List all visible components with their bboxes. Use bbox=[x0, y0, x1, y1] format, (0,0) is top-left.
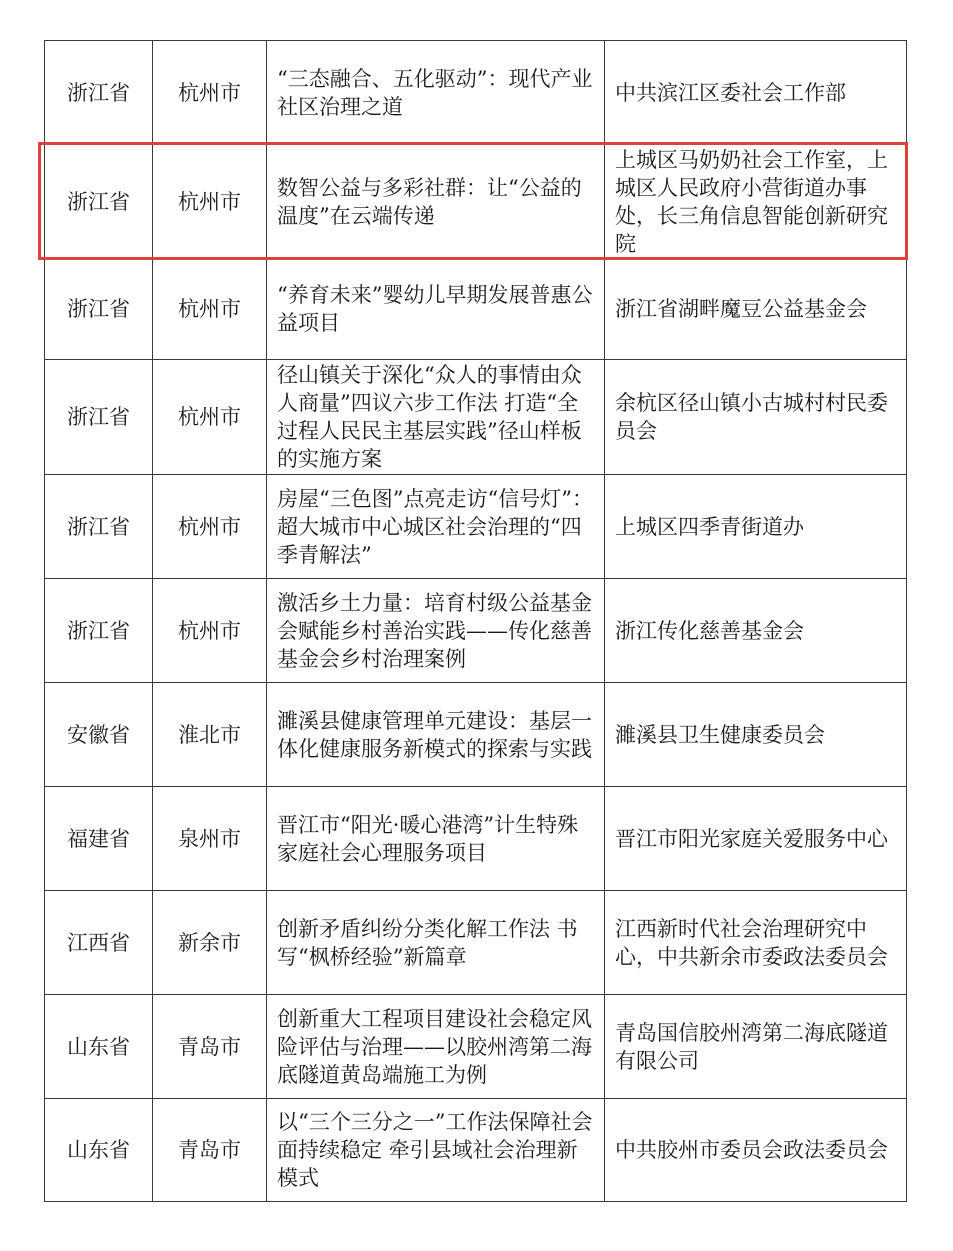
organization-cell: 江西新时代社会治理研究中心，中共新余市委政法委员会 bbox=[605, 891, 907, 995]
city-cell: 杭州市 bbox=[153, 360, 267, 475]
project-cell: 濉溪县健康管理单元建设：基层一体化健康服务新模式的探索与实践 bbox=[267, 683, 605, 787]
city-cell: 淮北市 bbox=[153, 683, 267, 787]
table-row bbox=[45, 41, 907, 145]
province-cell: 山东省 bbox=[45, 995, 153, 1099]
table-row bbox=[45, 891, 907, 995]
province-cell: 浙江省 bbox=[45, 475, 153, 579]
city-cell: 杭州市 bbox=[153, 259, 267, 360]
table-row bbox=[45, 1099, 907, 1202]
project-cell: “三态融合、五化驱动”：现代产业社区治理之道 bbox=[267, 41, 605, 145]
table-row bbox=[45, 475, 907, 579]
project-cell: 激活乡土力量：培育村级公益基金会赋能乡村善治实践——传化慈善基金会乡村治理案例 bbox=[267, 579, 605, 683]
project-cell: 径山镇关于深化“众人的事情由众人商量”四议六步工作法 打造“全过程人民民主基层实践”径山样板的实施方案 bbox=[267, 360, 605, 475]
table-row bbox=[45, 683, 907, 787]
province-cell: 浙江省 bbox=[45, 579, 153, 683]
organization-cell: 青岛国信胶州湾第二海底隧道有限公司 bbox=[605, 995, 907, 1099]
project-cell: 数智公益与多彩社群：让“公益的温度”在云端传递 bbox=[267, 145, 605, 259]
project-cell: 房屋“三色图”点亮走访“信号灯”：超大城市中心城区社会治理的“四季青解法” bbox=[267, 475, 605, 579]
project-cell: 创新矛盾纠纷分类化解工作法 书写“枫桥经验”新篇章 bbox=[267, 891, 605, 995]
province-cell: 福建省 bbox=[45, 787, 153, 891]
city-cell: 杭州市 bbox=[153, 475, 267, 579]
table-row bbox=[45, 787, 907, 891]
organization-cell: 中共滨江区委社会工作部 bbox=[605, 41, 907, 145]
city-cell: 泉州市 bbox=[153, 787, 267, 891]
organization-cell: 浙江省湖畔魔豆公益基金会 bbox=[605, 259, 907, 360]
case-table-container bbox=[44, 40, 906, 1202]
province-cell: 浙江省 bbox=[45, 360, 153, 475]
city-cell: 杭州市 bbox=[153, 579, 267, 683]
city-cell: 杭州市 bbox=[153, 41, 267, 145]
organization-cell: 上城区四季青街道办 bbox=[605, 475, 907, 579]
table-row bbox=[45, 995, 907, 1099]
province-cell: 浙江省 bbox=[45, 41, 153, 145]
case-table bbox=[44, 40, 907, 1202]
organization-cell: 晋江市阳光家庭关爱服务中心 bbox=[605, 787, 907, 891]
province-cell: 浙江省 bbox=[45, 259, 153, 360]
table-row bbox=[45, 360, 907, 475]
city-cell: 青岛市 bbox=[153, 995, 267, 1099]
organization-cell: 上城区马奶奶社会工作室，上城区人民政府小营街道办事处，长三角信息智能创新研究院 bbox=[605, 145, 907, 259]
organization-cell: 濉溪县卫生健康委员会 bbox=[605, 683, 907, 787]
project-cell: 创新重大工程项目建设社会稳定风险评估与治理——以胶州湾第二海底隧道黄岛端施工为例 bbox=[267, 995, 605, 1099]
project-cell: “养育未来”婴幼儿早期发展普惠公益项目 bbox=[267, 259, 605, 360]
city-cell: 新余市 bbox=[153, 891, 267, 995]
organization-cell: 中共胶州市委员会政法委员会 bbox=[605, 1099, 907, 1202]
organization-cell: 浙江传化慈善基金会 bbox=[605, 579, 907, 683]
table-row bbox=[45, 259, 907, 360]
city-cell: 杭州市 bbox=[153, 145, 267, 259]
province-cell: 江西省 bbox=[45, 891, 153, 995]
province-cell: 安徽省 bbox=[45, 683, 153, 787]
city-cell: 青岛市 bbox=[153, 1099, 267, 1202]
table-row bbox=[45, 579, 907, 683]
province-cell: 浙江省 bbox=[45, 145, 153, 259]
organization-cell: 余杭区径山镇小古城村村民委员会 bbox=[605, 360, 907, 475]
province-cell: 山东省 bbox=[45, 1099, 153, 1202]
project-cell: 以“三个三分之一”工作法保障社会面持续稳定 牵引县域社会治理新模式 bbox=[267, 1099, 605, 1202]
project-cell: 晋江市“阳光·暖心港湾”计生特殊家庭社会心理服务项目 bbox=[267, 787, 605, 891]
table-row-highlighted bbox=[45, 145, 907, 259]
